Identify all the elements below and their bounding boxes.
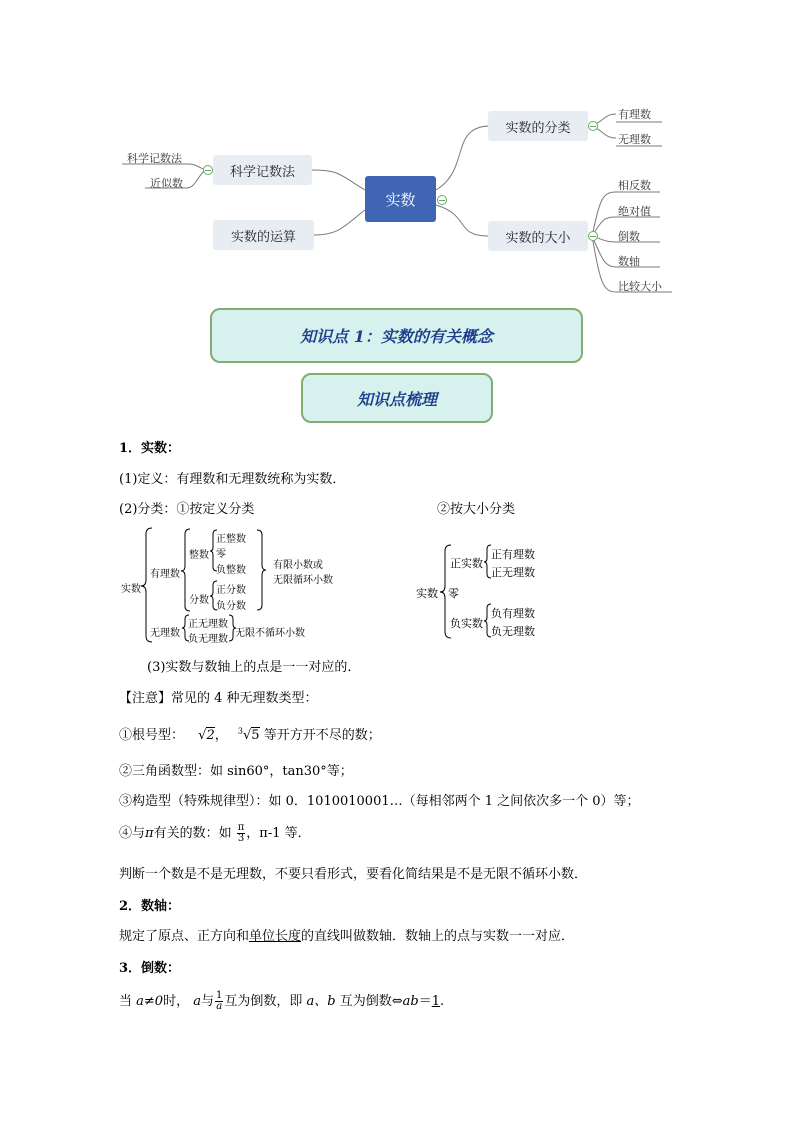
note-item-3: ③构造型（特殊规律型）：如 0．1010010001…（每相邻两个 1 之间依次多一个 0）等； <box>119 794 640 809</box>
text: 的直线叫做数轴．数轴上的点与实数一一对应． <box>301 929 575 944</box>
text: 与 <box>201 994 215 1009</box>
note-text: 有关的数：如 <box>153 826 232 841</box>
tree-note: 无限循环小数 <box>273 575 333 586</box>
text: 互为倒数⇔ <box>339 994 403 1009</box>
denominator: a <box>216 1001 223 1012</box>
mindmap-node-classification[interactable]: 实数的分类 <box>488 111 588 141</box>
numerator: 1 <box>216 990 223 1001</box>
radicand: 2 <box>206 728 215 743</box>
math-var: ab <box>402 994 419 1009</box>
mindmap-leaf[interactable]: 科学记数法 <box>127 152 182 165</box>
pi-symbol: π <box>145 826 154 841</box>
note-title: 【注意】常见的 4 种无理数类型： <box>119 691 318 706</box>
tree-leaf: 负整数 <box>216 565 246 576</box>
tree-node: 有理数 <box>150 569 180 580</box>
section-heading: 3．倒数： <box>119 961 181 976</box>
mindmap-node-magnitude[interactable]: 实数的大小 <box>488 221 588 251</box>
paragraph: (3)实数与数轴上的点是一一对应的． <box>147 660 361 675</box>
mindmap-leaf[interactable]: 相反数 <box>618 179 651 192</box>
note-text: ①根号型： <box>119 728 185 743</box>
text: ＝ <box>418 994 432 1009</box>
fraction <box>237 823 246 844</box>
tree-leaf: 正整数 <box>216 534 246 545</box>
note-item-2: ②三角函数型：如 sin60°，tan30°等； <box>119 764 353 779</box>
note-item-4 <box>119 822 311 844</box>
tree-leaf: 负有理数 <box>491 607 535 620</box>
fraction <box>215 991 223 1012</box>
mindmap-leaf[interactable]: 有理数 <box>618 108 651 121</box>
mindmap-leaf[interactable]: 无理数 <box>618 133 651 146</box>
math-expr: a≠0 <box>136 994 164 1009</box>
tree-node: 整数 <box>189 550 209 561</box>
denominator: 3 <box>237 833 245 844</box>
mindmap-leaf[interactable]: 近似数 <box>150 177 183 190</box>
tree-leaf: 正分数 <box>216 585 246 596</box>
tree-leaf: 正有理数 <box>491 548 535 561</box>
mindmap-center[interactable]: 实数 <box>365 176 436 222</box>
note-text: ④与 <box>119 826 146 841</box>
math-var: a、b <box>306 994 336 1009</box>
classification-text: (2)分类：①按定义分类 <box>119 502 255 517</box>
tree-node: 正实数 <box>450 557 483 570</box>
math-var: a <box>193 994 201 1009</box>
text: 时， <box>163 994 190 1009</box>
subsection-banner: 知识点梳理 <box>301 373 493 423</box>
tree-root: 实数 <box>416 587 438 600</box>
section-banner: 知识点 1：实数的有关概念 <box>210 308 583 363</box>
mindmap-node-operations[interactable]: 实数的运算 <box>213 220 314 250</box>
tree-leaf: 负无理数 <box>491 625 535 638</box>
tree-leaf: 正无理数 <box>491 566 535 579</box>
text: . <box>440 994 445 1009</box>
mindmap-leaf[interactable]: 倒数 <box>618 230 640 243</box>
mindmap-leaf[interactable]: 数轴 <box>618 255 640 268</box>
section-heading: 2．数轴： <box>119 899 181 914</box>
underlined-term: 1 <box>431 994 441 1009</box>
text: 当 <box>119 994 133 1009</box>
mindmap-leaf[interactable]: 绝对值 <box>618 205 651 218</box>
tree-note: 无限不循环小数 <box>235 628 305 639</box>
mindmap-leaf[interactable]: 比较大小 <box>618 280 662 293</box>
paragraph <box>119 990 444 1012</box>
tree-node: 分数 <box>189 595 209 606</box>
tree-leaf: 负分数 <box>216 601 246 612</box>
paragraph <box>119 925 574 944</box>
tree-root: 实数 <box>121 584 141 595</box>
mindmap-node-scientific[interactable]: 科学记数法 <box>213 155 312 185</box>
tree-leaf: 正无理数 <box>188 619 228 630</box>
definition-text: (1)定义：有理数和无理数统称为实数． <box>119 472 346 487</box>
section-heading: 1．实数： <box>119 441 181 456</box>
root-index: 3 <box>237 726 243 736</box>
tree-note: 有限小数或 <box>273 560 323 571</box>
note-text: ，π-1 等． <box>246 826 311 841</box>
paragraph: 判断一个数是不是无理数，不要只看形式，要看化简结果是不是无限不循环小数． <box>119 867 588 882</box>
note-text: 等开方开不尽的数； <box>263 728 381 743</box>
radicand: 5 <box>251 728 260 743</box>
note-item-1: ①根号型： √2， $^3$√5 等开方开不尽的数； <box>119 726 381 743</box>
tree-node: 零 <box>448 587 459 600</box>
underlined-term: 单位长度 <box>249 929 302 944</box>
numerator: π <box>237 822 245 833</box>
tree-node: 无理数 <box>150 628 180 639</box>
text: 规定了原点、正方向和 <box>119 929 250 944</box>
tree-leaf: 负无理数 <box>188 634 228 645</box>
text: 互为倒数，即 <box>224 994 303 1009</box>
tree-node: 负实数 <box>450 617 483 630</box>
tree-leaf: 零 <box>216 549 226 560</box>
classification-text: ②按大小分类 <box>437 502 516 517</box>
